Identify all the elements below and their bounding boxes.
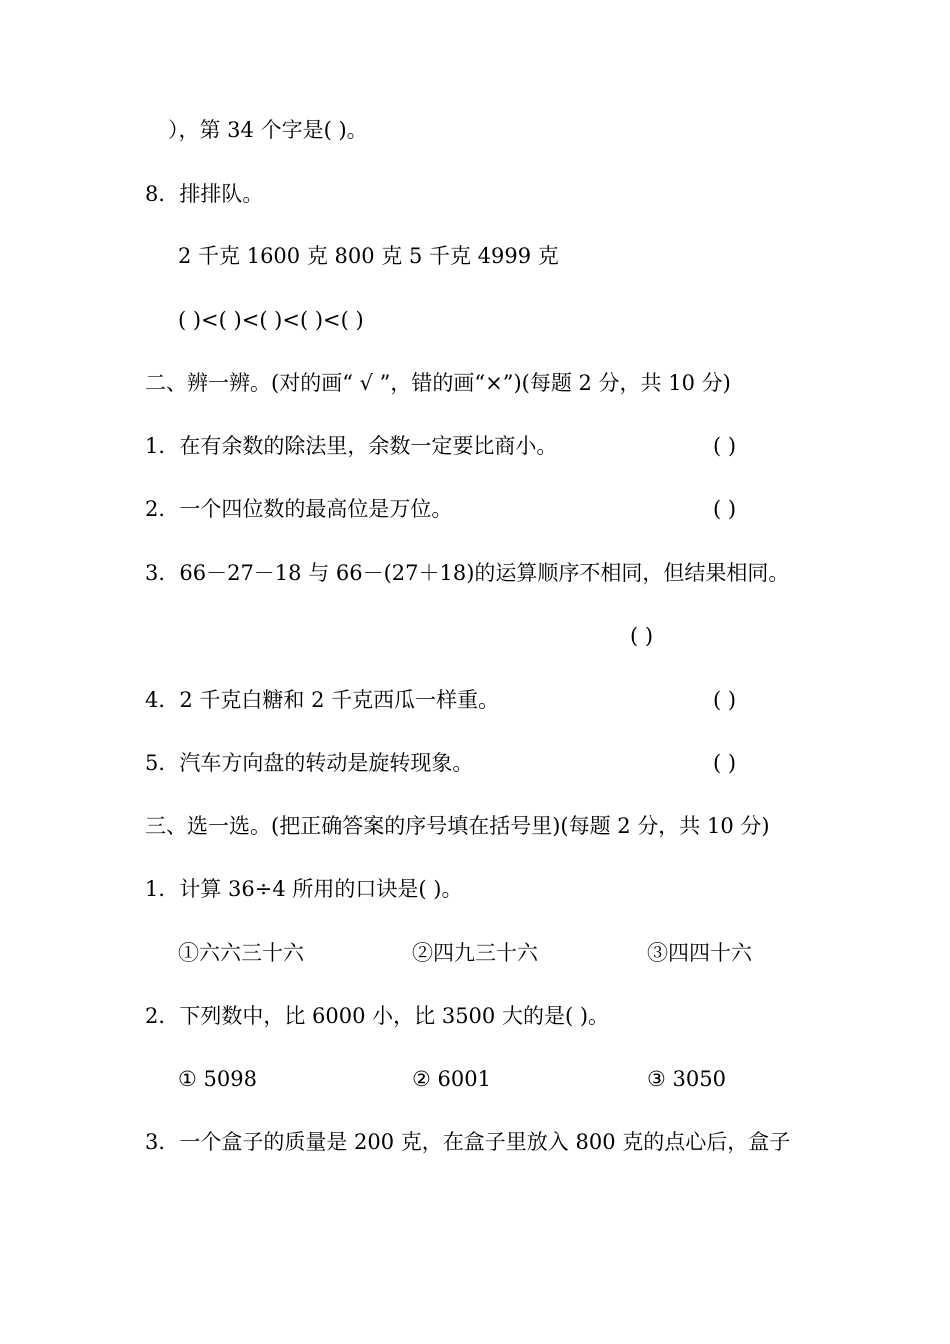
- choice-q2-option-2: ② 6001: [412, 1067, 491, 1091]
- q8-items: 2 千克 1600 克 800 克 5 千克 4999 克: [178, 244, 559, 268]
- judge-q1: 1．在有余数的除法里，余数一定要比商小。: [145, 434, 558, 458]
- judge-q4: 4．2 千克白糖和 2 千克西瓜一样重。: [145, 688, 500, 712]
- judge-q3: 3．66－27－18 与 66－(27＋18)的运算顺序不相同，但结果相同。: [145, 561, 790, 585]
- q8-title: 8．排排队。: [145, 182, 264, 206]
- choice-q3: 3．一个盒子的质量是 200 克，在盒子里放入 800 克的点心后，盒子: [145, 1130, 791, 1154]
- judge-q1-paren: ( ): [713, 434, 737, 458]
- judge-q5-paren: ( ): [713, 751, 737, 775]
- choice-q1-option-1: ①六六三十六: [178, 941, 304, 965]
- choice-q1-option-3: ③四四十六: [647, 941, 752, 965]
- q8-order-blanks: ( )<( )<( )<( )<( ): [178, 308, 364, 332]
- section2-heading: 二、辨一辨。(对的画“ √ ”，错的画“×”)(每题 2 分，共 10 分): [145, 371, 731, 395]
- q7-tail: ），第 34 个字是( )。: [168, 118, 368, 142]
- choice-q2: 2．下列数中，比 6000 小，比 3500 大的是( )。: [145, 1004, 610, 1028]
- section3-heading: 三、选一选。(把正确答案的序号填在括号里)(每题 2 分，共 10 分): [145, 814, 770, 838]
- judge-q3-paren: ( ): [630, 624, 654, 648]
- judge-q2: 2．一个四位数的最高位是万位。: [145, 497, 453, 521]
- choice-q1-option-2: ②四九三十六: [412, 941, 538, 965]
- choice-q2-option-3: ③ 3050: [647, 1067, 726, 1091]
- judge-q4-paren: ( ): [713, 688, 737, 712]
- judge-q5: 5．汽车方向盘的转动是旋转现象。: [145, 751, 474, 775]
- choice-q2-option-1: ① 5098: [178, 1067, 257, 1091]
- judge-q2-paren: ( ): [713, 497, 737, 521]
- choice-q1: 1．计算 36÷4 所用的口诀是( )。: [145, 877, 463, 901]
